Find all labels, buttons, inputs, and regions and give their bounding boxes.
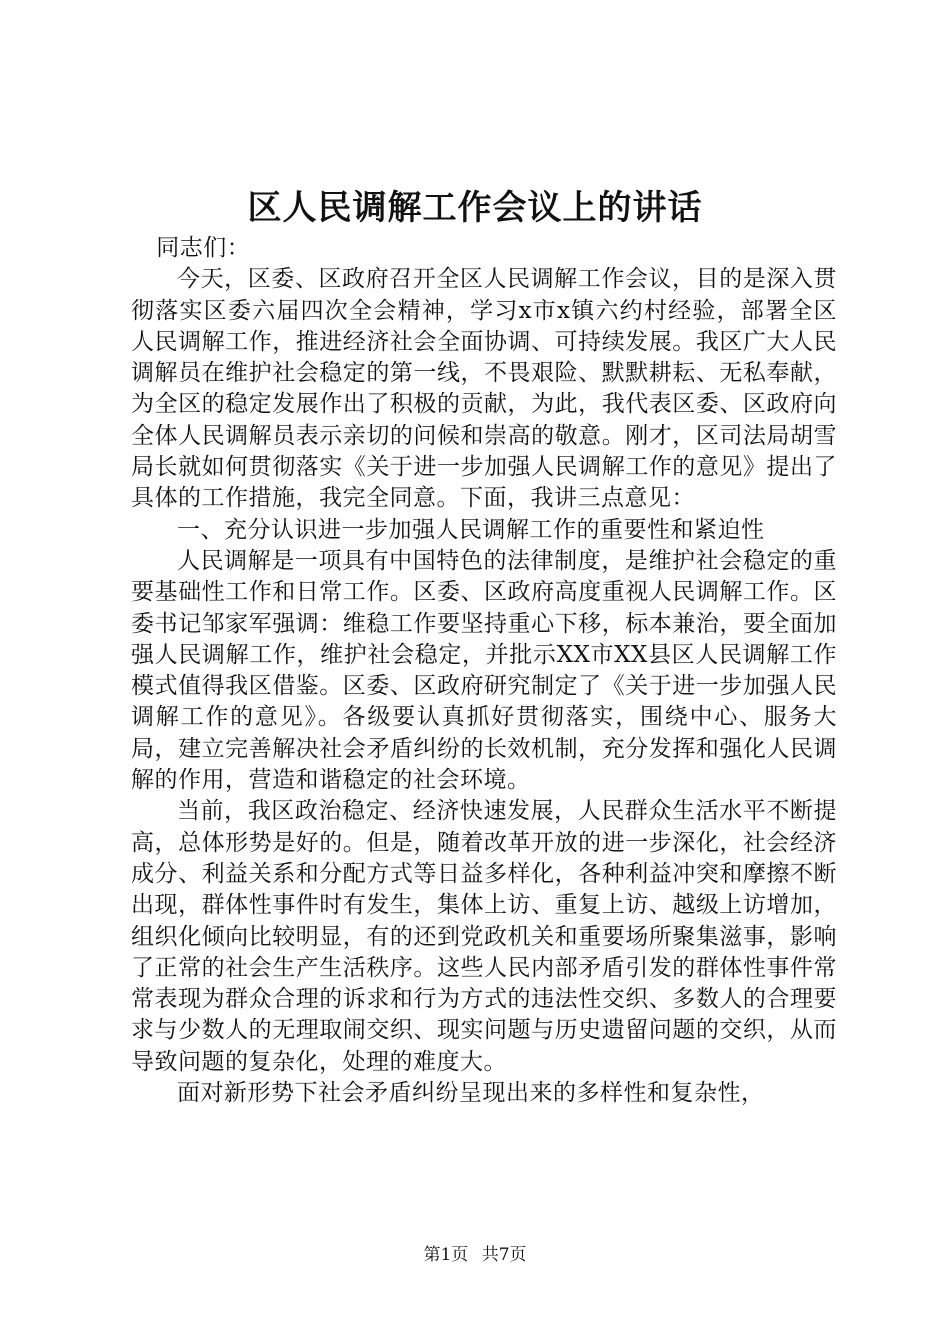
document-title: 区人民调解工作会议上的讲话 xyxy=(247,188,703,228)
paragraph-current-situation: 当前，我区政治稳定、经济快速发展，人民群众生活水平不断提高，总体形势是好的。但是，随着改革开放的进一步深化，社会经济成分、利益关系和分配方式等日益多样化，各种利益冲突和摩擦不断出现，群体性事件时有发生，集体上访、重复上访、越级上访增加，组织化倾向比较明显，有的还到党政机关和重要场所聚集滋事，影响了正常的社会生产生活秩序。这些人民内部矛盾引发的群体性事件常常表现为群众合理的诉求和行为方式的违法性交织、多数人的合理要求与少数人的无理取闹交织、现实问题与历史遗留问题的交织，从而导致问题的复杂化，处理的难度大。 xyxy=(131,798,837,1075)
paragraph-opening: 今天，区委、区政府召开全区人民调解工作会议，目的是深入贯彻落实区委六届四次全会精神，学习x市x镇六约村经验，部署全区人民调解工作，推进经济社会全面协调、可持续发展。我区广大人民调解员在维护社会稳定的第一线，不畏艰险、默默耕耘、无私奉献，为全区的稳定发展作出了积极的贡献，为此，我代表区委、区政府向全体人民调解员表示亲切的问候和崇高的敬意。刚才，区司法局胡雪局长就如何贯彻落实《关于进一步加强人民调解工作的意见》提出了具体的工作措施，我完全同意。下面，我讲三点意见： xyxy=(131,266,837,512)
page-number: 第1页 xyxy=(423,1245,469,1265)
page-footer xyxy=(0,1243,950,1267)
salutation: 同志们： xyxy=(156,235,251,261)
page-total: 共7页 xyxy=(481,1245,527,1265)
paragraph-new-situation: 面对新形势下社会矛盾纠纷呈现出来的多样性和复杂性， xyxy=(177,1080,765,1107)
paragraph-mediation-system: 人民调解是一项具有中国特色的法律制度，是维护社会稳定的重要基础性工作和日常工作。区委、区政府高度重视人民调解工作。区委书记邹家军强调：维稳工作要坚持重心下移，标本兼治，要全面加强人民调解工作，维护社会稳定，并批示XX市XX县区人民调解工作模式值得我区借鉴。区委、区政府研究制定了《关于进一步加强人民调解工作的意见》。各级要认真抓好贯彻落实，围绕中心、服务大局，建立完善解决社会矛盾纠纷的长效机制，充分发挥和强化人民调解的作用，营造和谐稳定的社会环境。 xyxy=(131,547,837,794)
section-heading-1: 一、充分认识进一步加强人民调解工作的重要性和紧迫性 xyxy=(177,516,765,543)
document-body xyxy=(131,233,837,1109)
